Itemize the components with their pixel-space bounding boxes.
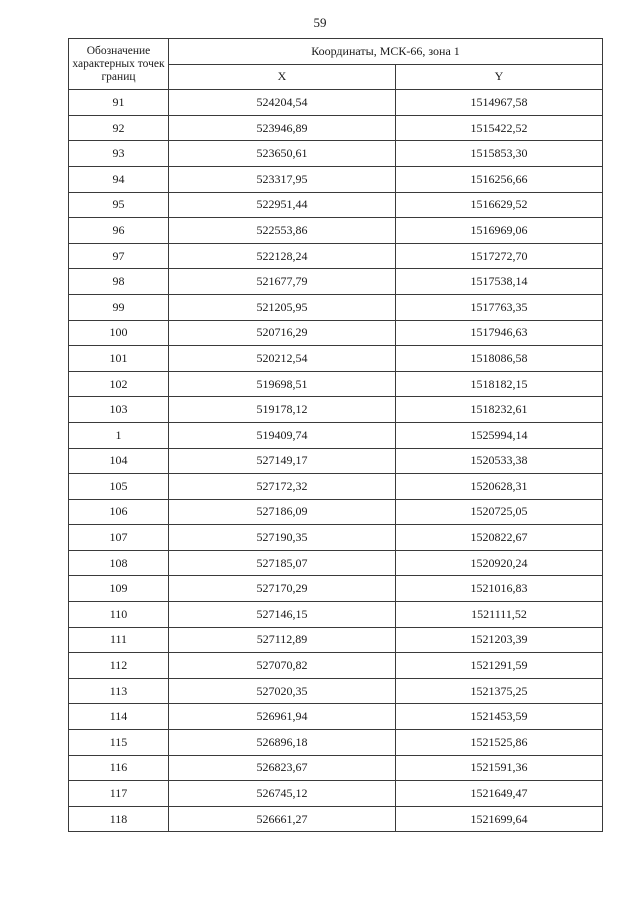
x-coordinate-cell: 527149,17	[169, 448, 396, 474]
y-coordinate-cell: 1520725,05	[396, 499, 603, 525]
table-row	[69, 192, 603, 218]
x-coordinate-cell: 526661,27	[169, 806, 396, 832]
x-coordinate-cell: 522128,24	[169, 243, 396, 269]
table-row	[69, 806, 603, 832]
x-coordinate-cell: 519698,51	[169, 371, 396, 397]
x-coordinate-cell: 526961,94	[169, 704, 396, 730]
y-coordinate-cell: 1525994,14	[396, 422, 603, 448]
y-coordinate-cell: 1521016,83	[396, 576, 603, 602]
y-coordinate-cell: 1516629,52	[396, 192, 603, 218]
x-coordinate-cell: 526896,18	[169, 730, 396, 756]
y-coordinate-cell: 1521649,47	[396, 781, 603, 807]
y-coordinate-cell: 1515853,30	[396, 141, 603, 167]
point-column-header: Обозначение характерных точек границ	[69, 39, 169, 90]
x-coordinate-cell: 527146,15	[169, 602, 396, 628]
table-row	[69, 499, 603, 525]
coordinates-table	[68, 38, 603, 832]
table-row	[69, 576, 603, 602]
x-coordinate-cell: 527190,35	[169, 525, 396, 551]
point-cell: 98	[69, 269, 169, 295]
x-coordinate-cell: 519178,12	[169, 397, 396, 423]
y-coordinate-cell: 1520822,67	[396, 525, 603, 551]
table-row	[69, 294, 603, 320]
x-coordinate-cell: 527172,32	[169, 474, 396, 500]
x-coordinate-cell: 521205,95	[169, 294, 396, 320]
y-column-header: Y	[396, 64, 603, 90]
table-row	[69, 243, 603, 269]
table-row	[69, 781, 603, 807]
x-coordinate-cell: 527112,89	[169, 627, 396, 653]
table-row	[69, 474, 603, 500]
point-cell: 99	[69, 294, 169, 320]
point-cell: 1	[69, 422, 169, 448]
table-row	[69, 627, 603, 653]
table-row	[69, 730, 603, 756]
x-coordinate-cell: 520212,54	[169, 346, 396, 372]
y-coordinate-cell: 1514967,58	[396, 90, 603, 116]
page-number: 59	[313, 15, 327, 30]
table-row	[69, 678, 603, 704]
point-cell: 113	[69, 678, 169, 704]
y-coordinate-cell: 1521525,86	[396, 730, 603, 756]
point-cell: 100	[69, 320, 169, 346]
table-row	[69, 525, 603, 551]
point-cell: 92	[69, 115, 169, 141]
x-column-header: X	[169, 64, 396, 90]
y-coordinate-cell: 1517272,70	[396, 243, 603, 269]
y-coordinate-cell: 1516256,66	[396, 166, 603, 192]
y-coordinate-cell: 1516969,06	[396, 218, 603, 244]
table-row	[69, 653, 603, 679]
coordinate-system-header: Координаты, МСК-66, зона 1	[169, 39, 603, 65]
point-cell: 91	[69, 90, 169, 116]
y-coordinate-cell: 1517763,35	[396, 294, 603, 320]
y-coordinate-cell: 1518232,61	[396, 397, 603, 423]
table-row	[69, 371, 603, 397]
x-coordinate-cell: 527185,07	[169, 550, 396, 576]
point-cell: 116	[69, 755, 169, 781]
table-header	[69, 39, 603, 90]
point-cell: 112	[69, 653, 169, 679]
x-coordinate-cell: 521677,79	[169, 269, 396, 295]
y-coordinate-cell: 1520533,38	[396, 448, 603, 474]
x-coordinate-cell: 523946,89	[169, 115, 396, 141]
point-cell: 115	[69, 730, 169, 756]
table-row	[69, 320, 603, 346]
point-cell: 118	[69, 806, 169, 832]
x-coordinate-cell: 522553,86	[169, 218, 396, 244]
table-row	[69, 346, 603, 372]
point-cell: 105	[69, 474, 169, 500]
point-cell: 97	[69, 243, 169, 269]
y-coordinate-cell: 1520628,31	[396, 474, 603, 500]
table-body	[69, 90, 603, 832]
x-coordinate-cell: 527186,09	[169, 499, 396, 525]
table-row	[69, 269, 603, 295]
point-cell: 96	[69, 218, 169, 244]
table-row	[69, 422, 603, 448]
table-row	[69, 397, 603, 423]
x-coordinate-cell: 526823,67	[169, 755, 396, 781]
table-row	[69, 755, 603, 781]
x-coordinate-cell: 527070,82	[169, 653, 396, 679]
y-coordinate-cell: 1518086,58	[396, 346, 603, 372]
point-cell: 107	[69, 525, 169, 551]
point-cell: 109	[69, 576, 169, 602]
table-row	[69, 448, 603, 474]
point-cell: 102	[69, 371, 169, 397]
point-cell: 108	[69, 550, 169, 576]
point-cell: 117	[69, 781, 169, 807]
y-coordinate-cell: 1521453,59	[396, 704, 603, 730]
y-coordinate-cell: 1521375,25	[396, 678, 603, 704]
x-coordinate-cell: 519409,74	[169, 422, 396, 448]
y-coordinate-cell: 1520920,24	[396, 550, 603, 576]
y-coordinate-cell: 1521111,52	[396, 602, 603, 628]
y-coordinate-cell: 1521291,59	[396, 653, 603, 679]
y-coordinate-cell: 1517538,14	[396, 269, 603, 295]
point-cell: 93	[69, 141, 169, 167]
y-coordinate-cell: 1521203,39	[396, 627, 603, 653]
y-coordinate-cell: 1517946,63	[396, 320, 603, 346]
x-coordinate-cell: 527170,29	[169, 576, 396, 602]
point-cell: 101	[69, 346, 169, 372]
x-coordinate-cell: 524204,54	[169, 90, 396, 116]
x-coordinate-cell: 527020,35	[169, 678, 396, 704]
point-cell: 103	[69, 397, 169, 423]
table-row	[69, 141, 603, 167]
point-cell: 106	[69, 499, 169, 525]
point-cell: 111	[69, 627, 169, 653]
table-row	[69, 602, 603, 628]
point-cell: 114	[69, 704, 169, 730]
x-coordinate-cell: 523650,61	[169, 141, 396, 167]
x-coordinate-cell: 520716,29	[169, 320, 396, 346]
y-coordinate-cell: 1521591,36	[396, 755, 603, 781]
point-cell: 95	[69, 192, 169, 218]
table-row	[69, 166, 603, 192]
y-coordinate-cell: 1515422,52	[396, 115, 603, 141]
point-cell: 110	[69, 602, 169, 628]
table-row	[69, 550, 603, 576]
x-coordinate-cell: 526745,12	[169, 781, 396, 807]
point-cell: 94	[69, 166, 169, 192]
table-row	[69, 218, 603, 244]
x-coordinate-cell: 522951,44	[169, 192, 396, 218]
y-coordinate-cell: 1518182,15	[396, 371, 603, 397]
table-row	[69, 115, 603, 141]
point-cell: 104	[69, 448, 169, 474]
x-coordinate-cell: 523317,95	[169, 166, 396, 192]
table-row	[69, 704, 603, 730]
table-row	[69, 90, 603, 116]
y-coordinate-cell: 1521699,64	[396, 806, 603, 832]
